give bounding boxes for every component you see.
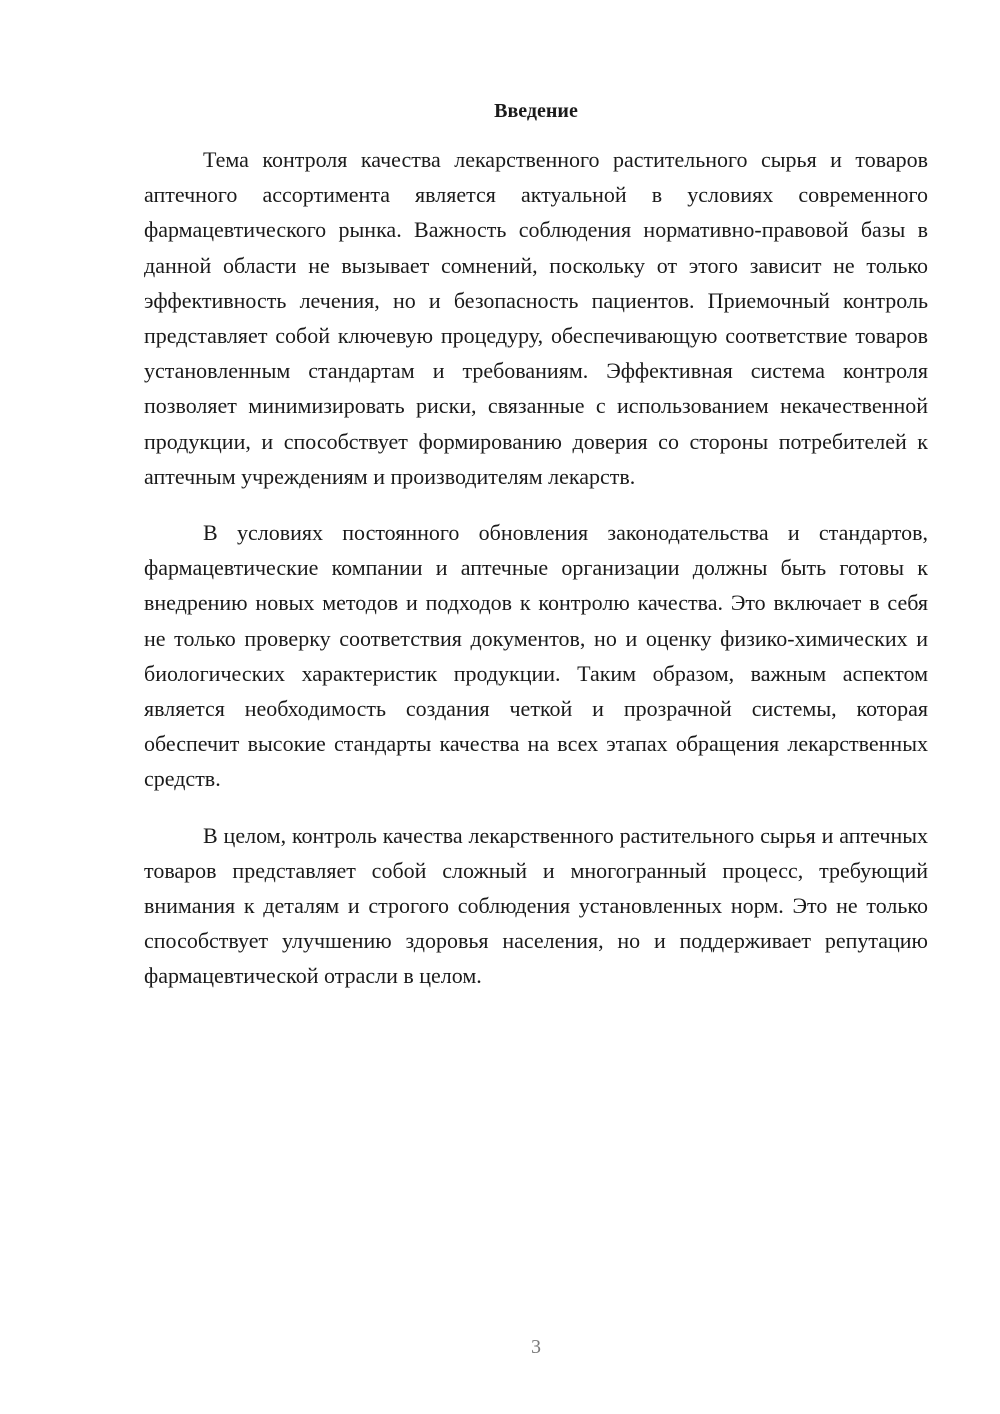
page-title: Введение (494, 100, 578, 122)
paragraph-3: В целом, контроль качества лекарственного растительного сырья и аптечных товаров представляет собой сложный и многогранный процесс, требующий внимания к деталям и строгого соблюдения установленных норм. Это не только способствует улучшению здоровья населения, но и поддерживает репутацию фармацевтической отрасли в целом. (144, 822, 928, 989)
body-text (144, 142, 928, 994)
page-number: 3 (531, 1336, 541, 1358)
paragraph-1: Тема контроля качества лекарственного растительного сырья и товаров аптечного ассортимента является актуальной в условиях современного фармацевтического рынка. Важность соблюдения нормативно-правовой базы в данной области не вызывает сомнений, поскольку от этого зависит не только эффективность лечения, но и безопасность пациентов. Приемочный контроль представляет собой ключевую процедуру, обеспечивающую соответствие товаров установленным стандартам и требованиям. Эффективная система контроля позволяет минимизировать риски, связанные с использованием некачественной продукции, и способствует формированию доверия со стороны потребителей к аптечным учреждениям и производителям лекарств. (144, 147, 928, 489)
paragraph-2: В условиях постоянного обновления законодательства и стандартов, фармацевтические компании и аптечные организации должны быть готовы к внедрению новых методов и подходов к контролю качества. Это включает в себя не только проверку соответствия документов, но и оценку физико-химических и биологических характеристик продукции. Таким образом, важным аспектом является необходимость создания четкой и прозрачной системы, которая обеспечит высокие стандарты качества на всех этапах обращения лекарственных средств. (144, 520, 928, 792)
